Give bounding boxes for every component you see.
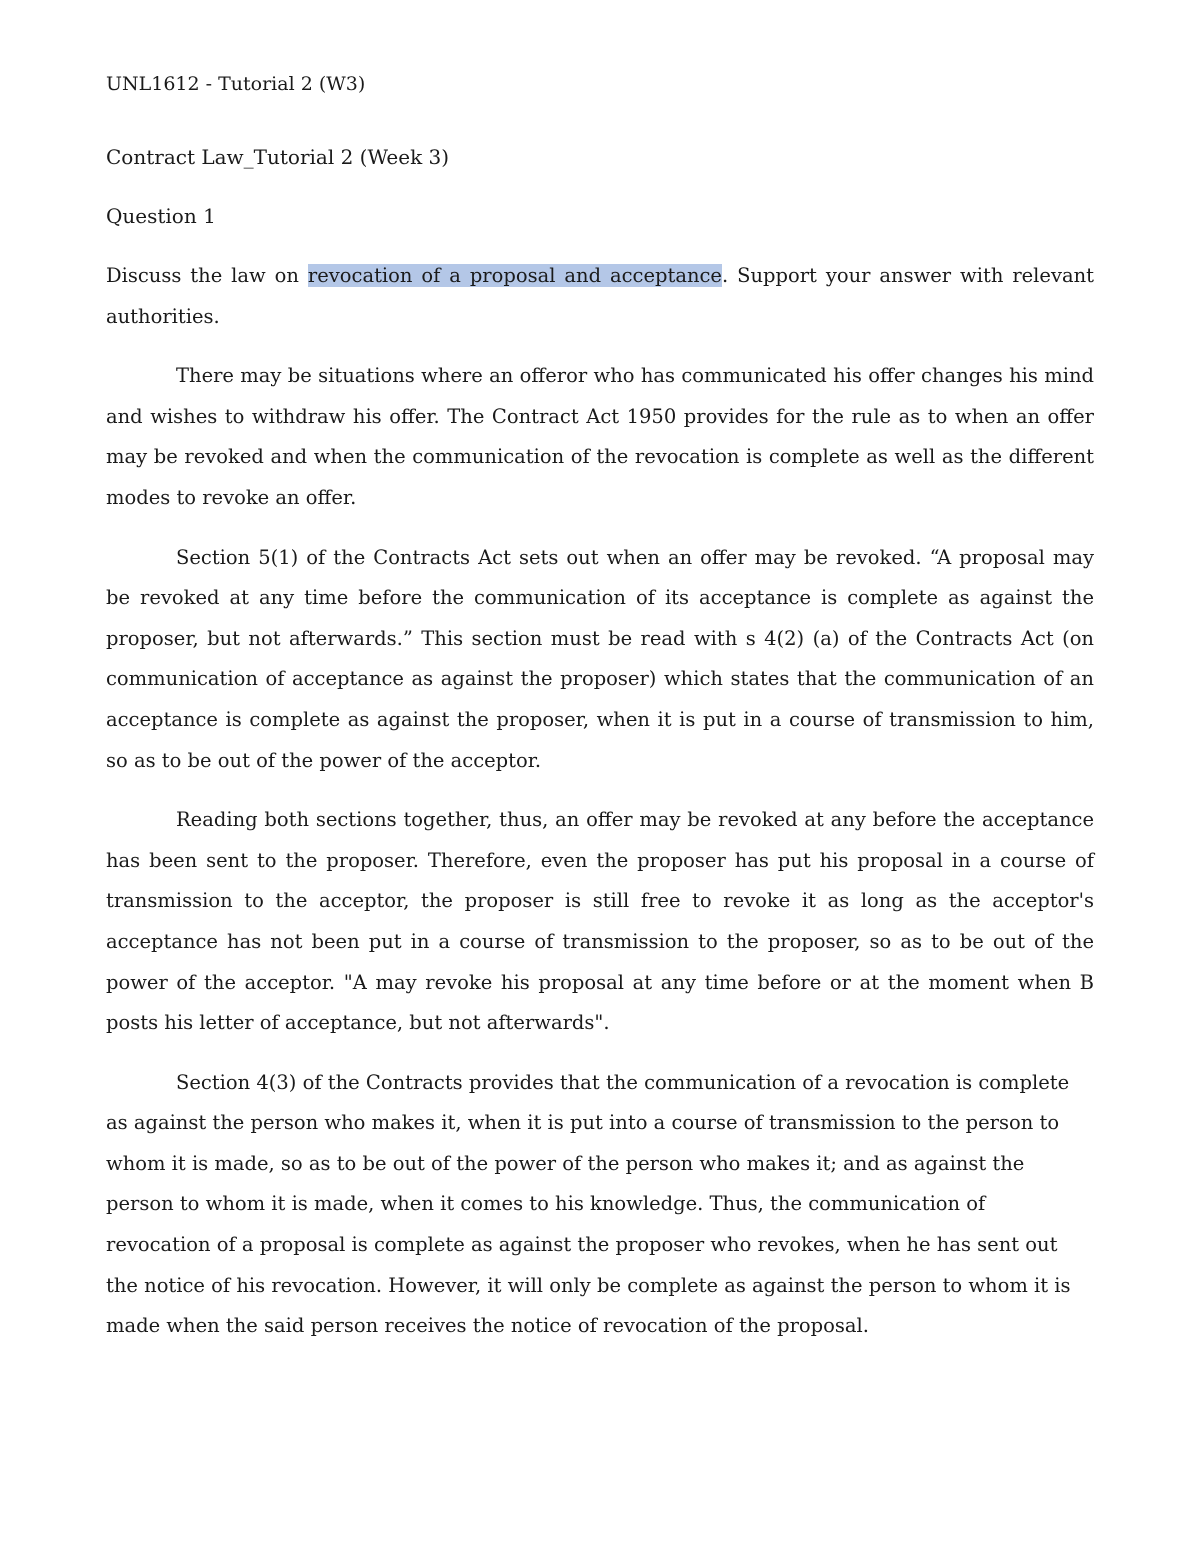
paragraph-1: There may be situations where an offeror who has communicated his offer changes his mind and wishes to withdraw his offer. The Contract Act 1950 provides for the rule as to when an offer may be revoked and when the communication of the revocation is complete as well as the different modes to revoke an offer. [106, 364, 1094, 509]
document-title: Contract Law_Tutorial 2 (Week 3) [106, 145, 450, 169]
document-body [106, 256, 1094, 1347]
question-heading: Question 1 [106, 204, 216, 228]
paragraph-2: Section 5(1) of the Contracts Act sets out when an offer may be revoked. “A proposal may be revoked at any time before the communication of its acceptance is complete as against the proposer, but not afterwards.” This section must be read with s 4(2) (a) of the Contracts Act (on communication of acceptance as against the proposer) which states that the communication of an acceptance is complete as against the proposer, when it is put in a course of transmission to him, so as to be out of the power of the acceptor. [106, 545, 1094, 772]
question-text-after: . Support your answer with relevant authorities. [106, 264, 1094, 328]
selected-text-highlight[interactable]: revocation of a proposal and acceptance [307, 264, 722, 287]
paragraph-3: Reading both sections together, thus, an offer may be revoked at any before the acceptance has been sent to the proposer. Therefore, even the proposer has put his proposal in a course of transmission to the acceptor, the proposer is still free to revoke it as long as the acceptor's acceptance has not been put in a course of transmission to the proposer, so as to be out of the power of the acceptor. "A may revoke his proposal at any time before or at the moment when B posts his letter of acceptance, but not afterwards". [106, 808, 1094, 1035]
page-header: UNL1612 - Tutorial 2 (W3) [106, 73, 366, 95]
paragraph-4: Section 4(3) of the Contracts provides that the communication of a revocation is complete as against the person who makes it, when it is put into a course of transmission to the person to whom it is made, so as to be out of the power of the person who makes it; and as against the person to whom it is made, when it comes to his knowledge. Thus, the communication of revocation of a proposal is complete as against the proposer who revokes, when he has sent out the notice of his revocation. However, it will only be complete as against the person to whom it is made when the said person receives the notice of revocation of the proposal. [106, 1070, 1071, 1338]
question-text[interactable] [106, 256, 1094, 337]
question-text-before: Discuss the law on [106, 264, 308, 287]
